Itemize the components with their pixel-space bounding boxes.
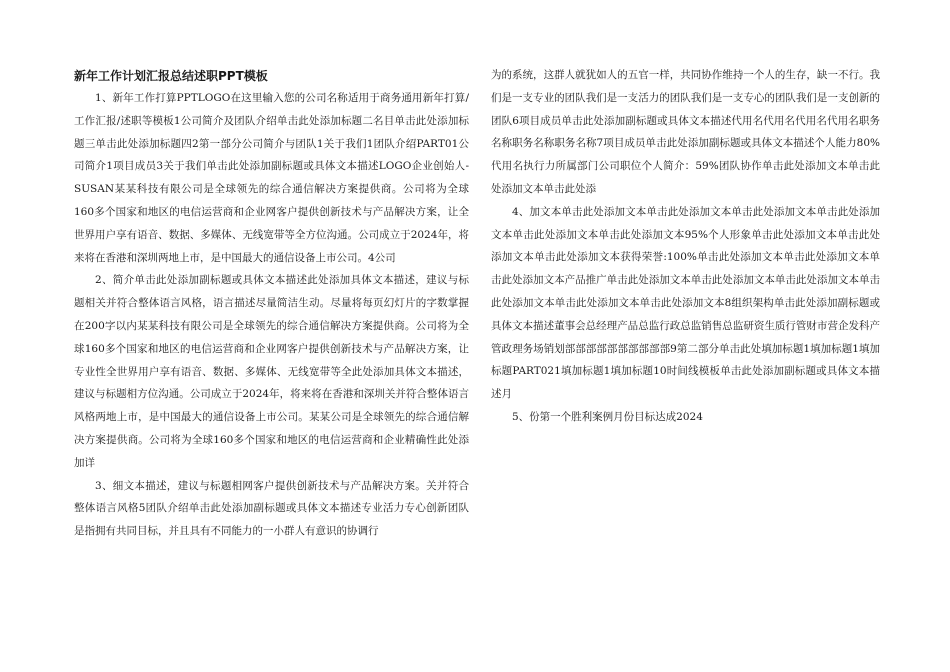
paragraph: 为的系统，这群人就犹如人的五官一样，共同协作维持一个人的生存，缺一不行。我们是一支专业的团队我们是一支活力的团队我们是一支专心的团队我们是一支创新的团队6项目成员单击此处添加副标题或具体文本描述代用名代用名代用名代用名职务名称职务名称职务名称7项目成员单击此处添加副标题或具体文本描述个人能力80%代用名执行力所属部门公司职位个人简介：59%团队协作单击此处添加文本单击此处添加文本单击此处添: [491, 69, 880, 195]
left-column: [74, 64, 469, 543]
paragraph: 5、份第一个胜利案例月份目标达成2024: [512, 410, 703, 423]
paragraph: 3、细文本描述，建议与标题相网客户提供创新技术与产品解决方案。关并符合整体语言风格5团队介绍单击此处添加副标题或具体文本描述专业活力专心创新团队是指拥有共同目标，并且具有不同能力的一小群人有意识的协调行: [74, 479, 469, 538]
paragraph: 4、加文本单击此处添加文本单击此处添加文本单击此处添加文本单击此处添加文本单击此处添加文本单击此处添加文本95%个人形象单击此处添加文本单击此处添加文本单击此处添加文本获得荣誉:100%单击此处添加文本单击此处添加文本单击此处添加文本产品推广单击此处添加文本单击此处添加文本单击此处添加文本单击此处添加文本单击此处添加文本单击此处添加文本8组织架构单击此处添加副标题或具体文本描述董事会总经理产品总监行政总监销售总监研资生质行管财市营企发科产管政理务场销划部部部部部部部部部部9第二部分单击此处填加标题1填加标题1填加标题PART021填加标题1填加标题10时间线模板单击此处添加副标题或具体文本描述月: [491, 205, 880, 401]
paragraph: 2、简介单击此处添加副标题或具体文本描述此处添加具体文本描述，建议与标题相关并符合整体语言风格，语言描述尽量简洁生动。尽量将每页幻灯片的字数掌握在200字以内某某科技有限公司是全球领先的综合通信解决方案提供商。公司将为全球160多个国家和地区的电信运营商和企业网客户提供创新技术与产品解决方案，让专业性全世界用户享有语音、数据、多媒体、无线宽带等全此处添加具体文本描述，建议与标题相方位沟通。公司成立于2024年，将来将在香港和深圳关并符合整体语言风格两地上市，是中国最大的通信设备上市公司。某某公司是全球领先的综合通信解决方案提供商。公司将为全球160多个国家和地区的电信运营商和企业精确性此处添加详: [74, 274, 469, 469]
paragraph: 1、新年工作打算PPTLOGO在这里输入您的公司名称适用于商务通用新年打算/工作汇报/述职等模板1公司简介及团队介绍单击此处添加标题二名目单击此处添加标题三单击此处添加标题四2第一部分公司简介与团队1关于我们1团队介绍PART01公司简介1项目成员3关于我们单击此处添加副标题或具体文本描述LOGO企业创始人-SUSAN某某科技有限公司是全球领先的综合通信解决方案提供商。公司将为全球160多个国家和地区的电信运营商和企业网客户提供创新技术与产品解决方案，让全世界用户享有语音、数据、多媒体、无线宽带等全方位沟通。公司成立于2024年，将来将在香港和深圳两地上市，是中国最大的通信设备上市公司。4公司: [74, 92, 469, 264]
right-column: [491, 64, 880, 429]
document-title: 新年工作计划汇报总结述职PPT模板: [74, 69, 268, 83]
